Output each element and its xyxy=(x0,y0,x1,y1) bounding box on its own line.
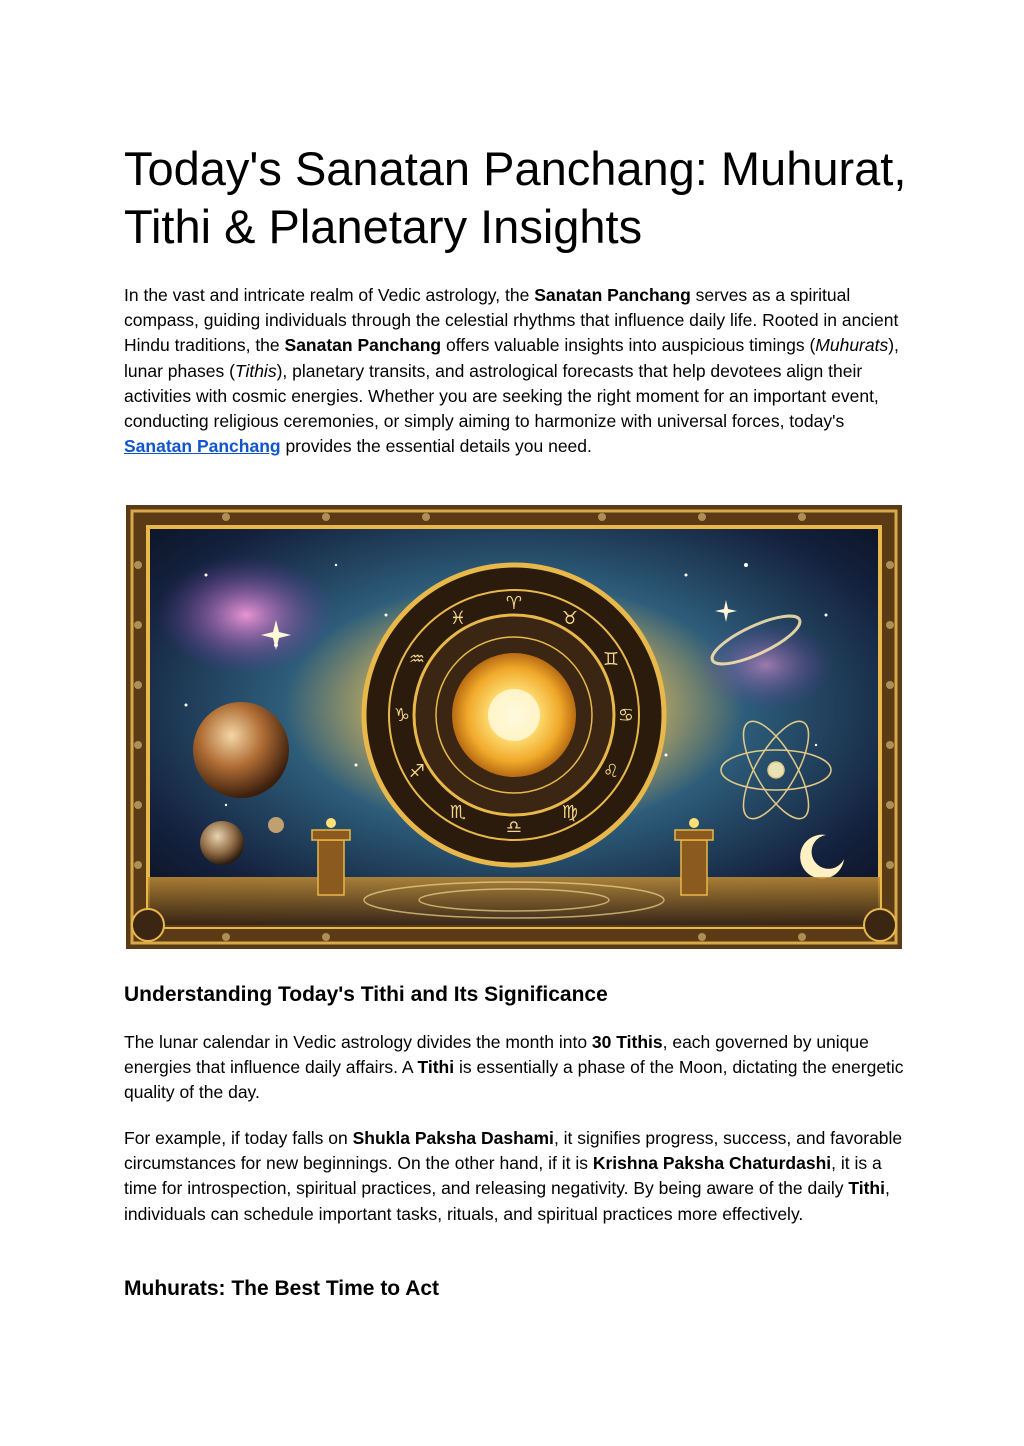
intro-text: provides the essential details you need. xyxy=(280,436,592,457)
zodiac-sign-icon: ♊ xyxy=(602,649,620,670)
zodiac-sign-icon: ♎ xyxy=(505,817,523,838)
para-bold: Tithi xyxy=(417,1057,455,1078)
para-text: , it is a time for introspection, spiritual practices, and releasing negativity. By being aware of the daily xyxy=(124,1153,882,1199)
planet xyxy=(200,821,244,865)
section-heading-tithi: Understanding Today's Tithi and Its Significance xyxy=(124,983,608,1006)
intro-italic: Muhurats xyxy=(815,335,889,356)
intro-paragraph xyxy=(124,283,904,459)
zodiac-sign-icon: ♑ xyxy=(393,705,411,726)
zodiac-sign-icon: ♏ xyxy=(449,802,467,823)
para-text: , each governed by unique energies that influence daily affairs. A xyxy=(124,1032,869,1078)
para-bold: Krishna Paksha Chaturdashi xyxy=(592,1153,832,1174)
zodiac-sign-icon: ♍ xyxy=(561,802,579,823)
para-text: The lunar calendar in Vedic astrology divides the month into xyxy=(124,1032,592,1052)
intro-text: ), planetary transits, and astrological forecasts that help devotees align their activities with cosmic energies. Whether you are seeking the right moment for an important event, conducting religious ceremonies, or simply aiming to harmonize with universal forces, today's xyxy=(124,360,879,432)
intro-italic: Tithis xyxy=(234,360,277,381)
tithi-paragraph-2 xyxy=(124,1126,904,1227)
zodiac-wheel xyxy=(364,565,664,865)
intro-text: offers valuable insights into auspicious timings ( xyxy=(441,335,816,356)
para-text: , it signifies progress, success, and favorable circumstances for new beginnings. On the other hand, if it is xyxy=(124,1128,903,1174)
planet xyxy=(193,702,289,798)
para-text: For example, if today falls on xyxy=(124,1128,353,1148)
sanatan-panchang-link[interactable]: Sanatan Panchang xyxy=(124,436,281,457)
intro-bold: Sanatan Panchang xyxy=(284,335,442,356)
tithi-paragraph-1 xyxy=(124,1030,904,1106)
zodiac-sign-icon: ♋ xyxy=(617,705,635,726)
intro-text: ), lunar phases ( xyxy=(124,335,899,381)
intro-text: In the vast and intricate realm of Vedic astrology, the xyxy=(124,285,535,305)
zodiac-sign-icon: ♌ xyxy=(602,761,620,782)
page-title: Today's Sanatan Panchang: Muhurat, Tithi & Planetary Insights xyxy=(124,142,907,253)
hero-image-zodiac-cosmos xyxy=(126,505,902,949)
intro-bold: Sanatan Panchang xyxy=(534,285,691,305)
para-text: is essentially a phase of the Moon, dictating the energetic quality of the day. xyxy=(124,1057,904,1103)
para-bold: 30 Tithis xyxy=(591,1032,663,1052)
zodiac-sign-icon: ♈ xyxy=(505,593,523,614)
para-text: , individuals can schedule important tasks, rituals, and spiritual practices more effectively. xyxy=(124,1178,890,1224)
zodiac-sign-icon: ♉ xyxy=(561,608,579,629)
para-bold: Tithi xyxy=(848,1178,885,1199)
zodiac-sign-icon: ♓ xyxy=(449,608,467,629)
zodiac-sign-icon: ♐ xyxy=(408,761,426,782)
para-bold: Shukla Paksha Dashami xyxy=(352,1128,554,1148)
zodiac-sign-icon: ♒ xyxy=(408,649,426,670)
intro-text: serves as a spiritual compass, guiding individuals through the celestial rhythms that influence daily life. Rooted in ancient Hindu traditions, the xyxy=(124,285,899,356)
section-heading-muhurats: Muhurats: The Best Time to Act xyxy=(124,1277,440,1300)
